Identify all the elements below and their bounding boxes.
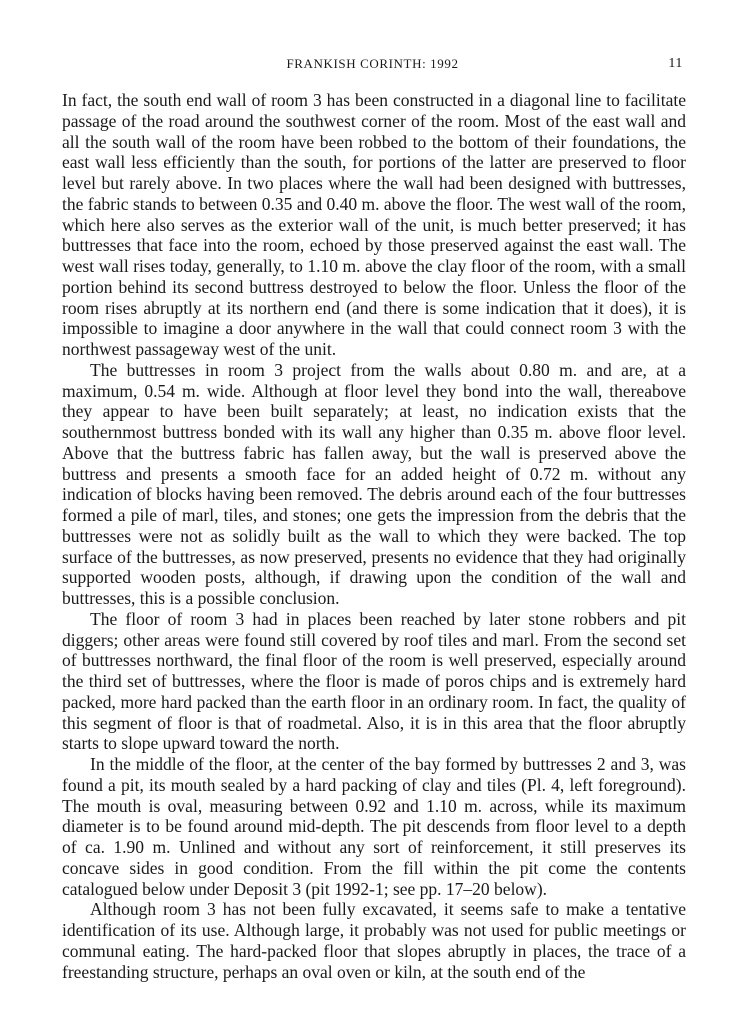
paragraph: The buttresses in room 3 project from the walls about 0.80 m. and are, at a maximum, 0.54 m. wide. Although at floor level they bond into the wall, thereabove they appear to have been built separately; at least, no indication exists that the southernmost buttress bonded with its wall any higher than 0.35 m. above floor level. Above that the buttress fabric has fallen away, but the wall is preserved above the buttress and presents a smooth face for an added height of 0.72 m. without any indication of blocks having been removed. The debris around each of the four buttresses formed a pile of marl, tiles, and stones; one gets the impression from the debris that the buttresses were not as solidly built as the wall to which they were backed. The top surface of the buttresses, as now preserved, presents no evidence that they had originally supported wooden posts, although, if drawing upon the condition of the wall and buttresses, this is a possible conclusion.: [62, 359, 686, 608]
paragraph: In fact, the south end wall of room 3 has been constructed in a diagonal line to facilitate passage of the road around the southwest corner of the room. Most of the east wall and all the south wall of the room have been robbed to the bottom of their foundations, the east wall less efficiently than the south, for portions of the latter are preserved to floor level but rarely above. In two places where the wall had been designed with buttresses, the fabric stands to between 0.35 and 0.40 m. above the floor. The west wall of the room, which here also serves as the exterior wall of the unit, is much better preserved; it has buttresses that face into the room, echoed by those preserved against the east wall. The west wall rises today, generally, to 1.10 m. above the clay floor of the room, with a small portion behind its second buttress destroyed to below the floor. Unless the floor of the room rises abruptly at its northern end (and there is some indication that it does), it is impossible to imagine a door anywhere in the wall that could connect room 3 with the northwest passageway west of the unit.: [62, 90, 686, 359]
body-text: [62, 90, 686, 982]
running-header: [62, 56, 683, 76]
page-number: 11: [668, 56, 683, 71]
running-title: FRANKISH CORINTH: 1992: [286, 56, 459, 71]
paragraph: In the middle of the floor, at the center of the bay formed by buttresses 2 and 3, was found a pit, its mouth sealed by a hard packing of clay and tiles (Pl. 4, left foreground). The mouth is oval, measuring between 0.92 and 1.10 m. across, while its maximum diameter is to be found around mid-depth. The pit descends from floor level to a depth of ca. 1.90 m. Unlined and without any sort of reinforcement, it still preserves its concave sides in good condition. From the fill within the pit come the contents catalogued below under Deposit 3 (pit 1992-1; see pp. 17–20 below).: [62, 754, 686, 899]
paragraph: Although room 3 has not been fully excavated, it seems safe to make a tentative identification of its use. Although large, it probably was not used for public meetings or communal eating. The hard-packed floor that slopes abruptly in places, the trace of a freestanding structure, perhaps an oval oven or kiln, at the south end of the: [62, 899, 686, 982]
paragraph: The floor of room 3 had in places been reached by later stone robbers and pit diggers; other areas were found still covered by roof tiles and marl. From the second set of buttresses northward, the final floor of the room is well preserved, especially around the third set of buttresses, where the floor is made of poros chips and is extremely hard packed, more hard packed than the earth floor in an ordinary room. In fact, the quality of this segment of floor is that of roadmetal. Also, it is in this area that the floor abruptly starts to slope upward toward the north.: [62, 608, 686, 754]
